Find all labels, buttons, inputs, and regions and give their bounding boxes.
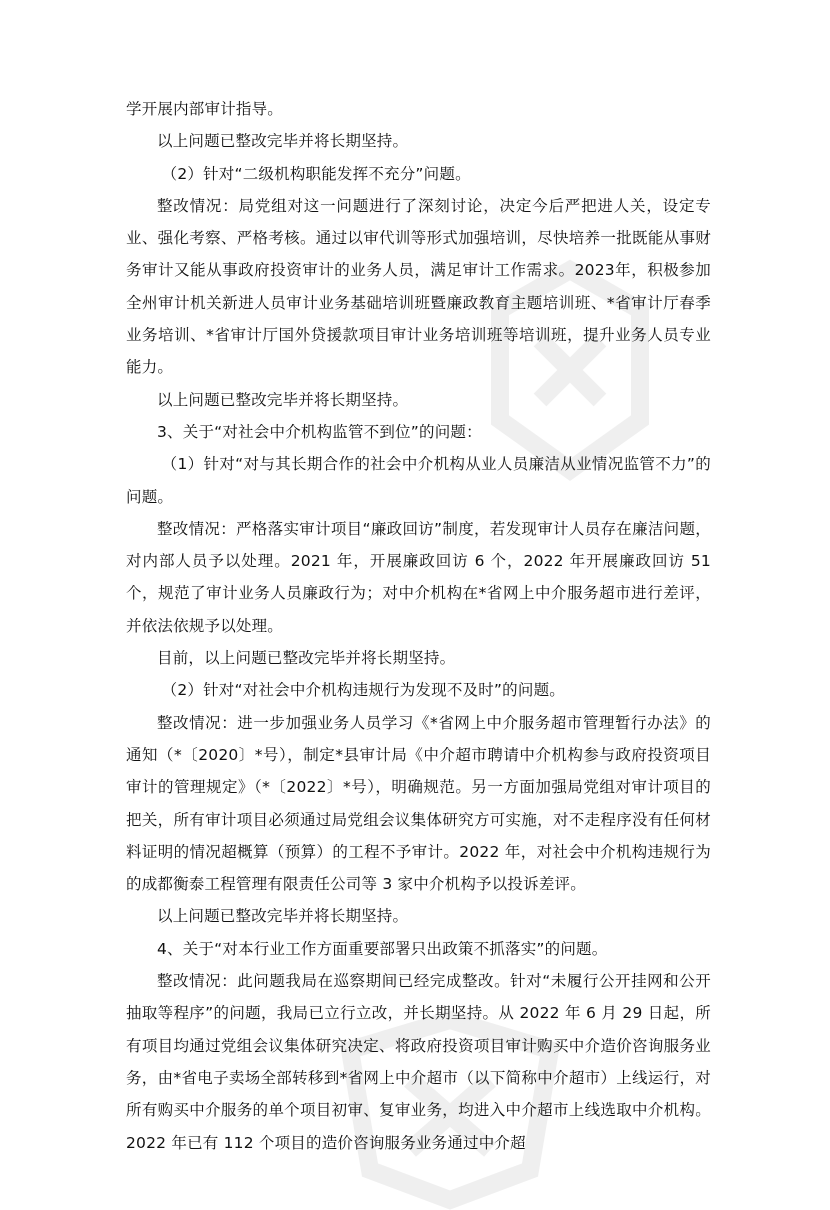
paragraph-section-heading: 4、关于“对本行业工作方面重要部署只出政策不抓落实”的问题。 [157,939,608,958]
paragraph-section-heading: 3、关于“对社会中介机构监管不到位”的问题： [157,422,482,441]
paragraph-subheading: （1）针对“对与其长期合作的社会中介机构从业人员廉洁从业情况监管不力”的问题。 [126,455,711,506]
paragraph-continuation: 学开展内部审计指导。 [126,100,284,118]
paragraph-subheading: （2）针对“对社会中介机构违规行为发现不及时”的问题。 [161,681,565,700]
paragraph-rectification: 整改情况：严格落实审计项目“廉政回访”制度，若发现审计人员存在廉洁问题，对内部人员予以处理。2021 年，开展廉政回访 6 个，2022 年开展廉政回访 51 个，规范了审计业务人员廉政行为；对中介机构在*省网上中介服务超市进行差评，并依法依规予以处理。 [126,519,711,635]
paragraph-completed-note: 以上问题已整改完毕并将长期坚持。 [157,132,409,151]
paragraph-rectification: 整改情况：此问题我局在巡察期间已经完成整改。针对“未履行公开挂网和公开抽取等程序”的问题，我局已立行立改，并长期坚持。从 2022 年 6 月 29 日起，所有项目均通过党组会议集体研究决定、将政府投资项目审计购买中介造价咨询服务业务，由*省电子卖场全部转移到*省网上中介超市（以下简称中介超市）上线运行，对所有购买中介服务的单个项目初审、复审业务，均进入中介超市上线选取中介机构。2022 年已有 112 个项目的造价咨询服务业务通过中介超 [126,972,711,1152]
paragraph-completed-note: 以上问题已整改完毕并将长期坚持。 [157,907,409,926]
paragraph-rectification: 整改情况：进一步加强业务人员学习《*省网上中介服务超市管理暂行办法》的通知（*〔2020〕*号），制定*县审计局《中介超市聘请中介机构参与政府投资项目审计的管理规定》（*〔2022〕*号），明确规范。另一方面加强局党组对审计项目的把关，所有审计项目必须通过局党组会议集体研究方可实施，对不走程序没有任何材料证明的情况超概算（预算）的工程不予审计。2022 年，对社会中介机构违规行为的成都衡泰工程管理有限责任公司等 3 家中介机构予以投诉差评。 [126,713,711,894]
paragraph-rectification: 整改情况：局党组对这一问题进行了深刻讨论，决定今后严把进人关，设定专业、强化考察、严格考核。通过以审代训等形式加强培训，尽快培养一批既能从事财务审计又能从事政府投资审计的业务人员，满足审计工作需求。2023年，积极参加全州审计机关新进人员审计业务基础培训班暨廉政教育主题培训班、*省审计厅春季业务培训、*省审计厅国外贷援款项目审计业务培训班等培训班，提升业务人员专业能力。 [126,196,711,377]
paragraph-completed-note: 以上问题已整改完毕并将长期坚持。 [157,390,409,409]
document-body [126,93,711,1159]
paragraph-subheading: （2）针对“二级机构职能发挥不充分”问题。 [161,164,471,183]
paragraph-completed-note: 目前，以上问题已整改完毕并将长期坚持。 [157,649,456,668]
